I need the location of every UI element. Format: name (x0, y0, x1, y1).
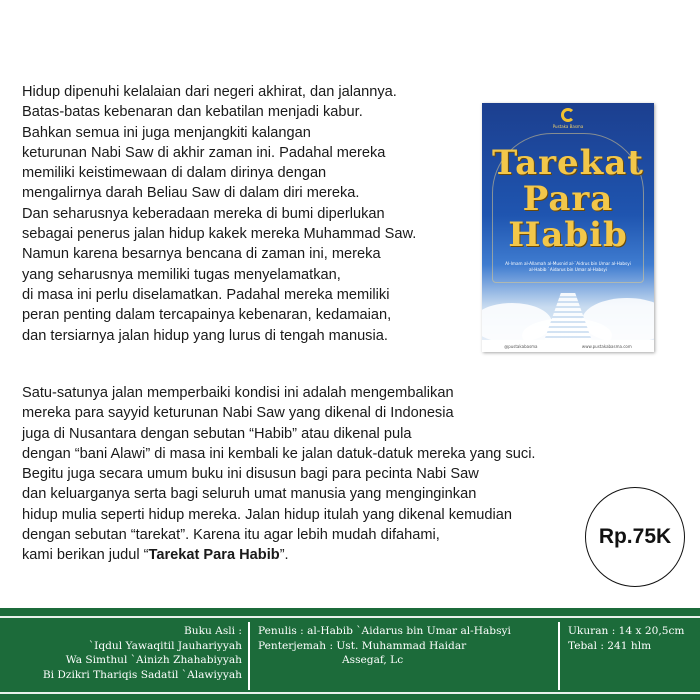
description-line: Batas-batas kebenaran dan kebatilan menjadi kabur. (22, 104, 363, 121)
description-line: mereka para sayyid keturunan Nabi Saw yang dikenal di Indonesia (22, 405, 454, 422)
description-line: Begitu juga secara umum buku ini disusun bagi para pecinta Nabi Saw (22, 466, 479, 483)
cover-footer-left: @pustakabasma (504, 343, 538, 349)
description-line: Hidup dipenuhi kelalaian dari negeri akhirat, dan jalannya. (22, 84, 397, 100)
description-line: memiliki keistimewaan di dalam dirinya dengan (22, 165, 327, 182)
translator-info: Penterjemah : Ust. Muhammad Haidar (258, 639, 467, 652)
info-bar-bottom-rule (0, 692, 700, 694)
description-line: yang seharusnya memiliki tugas menyelamatkan, (22, 266, 341, 283)
cover-title-line-1: Tarekat (492, 143, 644, 183)
info-bar-top-rule (0, 616, 700, 618)
description-line: juga di Nusantara dengan sebutan “Habib” atau dikenal pula (22, 425, 412, 442)
description-line: dengan “bani Alawi” di masa ini kembali ke jalan datuk-datuk mereka yang suci. (22, 445, 536, 462)
author-info: Penulis : al-Habib `Aidarus bin Umar al-Habsyi (258, 625, 511, 637)
description-line: Satu-satunya jalan memperbaiki kondisi ini adalah mengembalikan (22, 385, 454, 401)
book-cover (482, 103, 654, 352)
description-line: mengalirnya darah Beliau Saw di dalam diri mereka. (22, 185, 360, 202)
specs-column (568, 624, 684, 653)
author-column (258, 624, 511, 668)
description-paragraph-2 (22, 383, 536, 566)
description-line: dan tersiarnya jalan hidup yang lurus di tengah manusia. (22, 327, 388, 344)
description-line: Dan seharusnya keberadaan mereka di bumi diperlukan (22, 205, 385, 222)
description-line: keturunan Nabi Saw di akhir zaman ini. Padahal mereka (22, 144, 386, 161)
info-divider (248, 622, 250, 690)
description-line: sebagai penerus jalan hidup kakek mereka Muhammad Saw. (22, 226, 417, 243)
original-title-line: `Iqdul Yawaqitil Jauhariyyah (88, 639, 242, 652)
publisher-logo-icon (561, 108, 575, 122)
price-label: Rp.75K (598, 525, 672, 548)
cover-footer (482, 340, 654, 352)
cover-subtitle-line: al-Habib `Aidarus bin Umar al-Habsyi (528, 267, 607, 272)
description-line: dengan sebutan “tarekat”. Karena itu agar lebih mudah difahami, (22, 527, 440, 544)
cover-title-line-3: Habib (508, 215, 628, 255)
cover-footer-right: www.pustakabasma.com (581, 343, 632, 349)
book-title-emphasis: Tarekat Para Habib (148, 547, 280, 564)
description-line: di masa ini perlu diselamatkan. Padahal mereka memiliki (22, 286, 390, 303)
description-line: peran penting dalam tercapainya kebenaran, kedamaian, (22, 307, 392, 324)
book-info-bar (0, 604, 700, 700)
cover-publisher: Pustaka Basma (552, 124, 584, 129)
thickness-info: Tebal : 241 hlm (568, 639, 652, 652)
info-divider (558, 622, 560, 690)
description-line: hidup mulia seperti hidup mereka. Jalan hidup itulah yang dikenal kemudian (22, 506, 513, 523)
original-title-line: Bi Dzikri Thariqis Sadatil `Alawiyyah (42, 668, 242, 681)
cover-title-line-2: Para (522, 179, 614, 219)
original-title-column (0, 624, 242, 682)
original-title-label: Buku Asli : (183, 625, 242, 637)
description-line: dan keluarganya serta bagi seluruh umat manusia yang menginginkan (22, 486, 477, 503)
description-line-final (22, 545, 536, 565)
description-paragraph-1 (22, 82, 416, 346)
cover-subtitle (498, 261, 638, 273)
translator-info-cont: Assegaf, Lc (342, 654, 404, 667)
description-line: Namun karena besarnya bencana di zaman ini, mereka (22, 246, 381, 263)
cover-subtitle-line: Al-Imam al-Allamah al-Musnid al-`Aidrus bin Umar al-Habsyi (505, 261, 631, 266)
description-text: ”. (279, 547, 289, 564)
original-title-line: Wa Simthul `Ainizh Zhahabiyyah (65, 654, 242, 667)
size-info: Ukuran : 14 x 20,5cm (568, 625, 685, 637)
price-badge (585, 487, 685, 587)
description-text: kami berikan judul “ (22, 547, 149, 564)
description-line: Bahkan semua ini juga menjangkiti kalangan (22, 124, 311, 141)
